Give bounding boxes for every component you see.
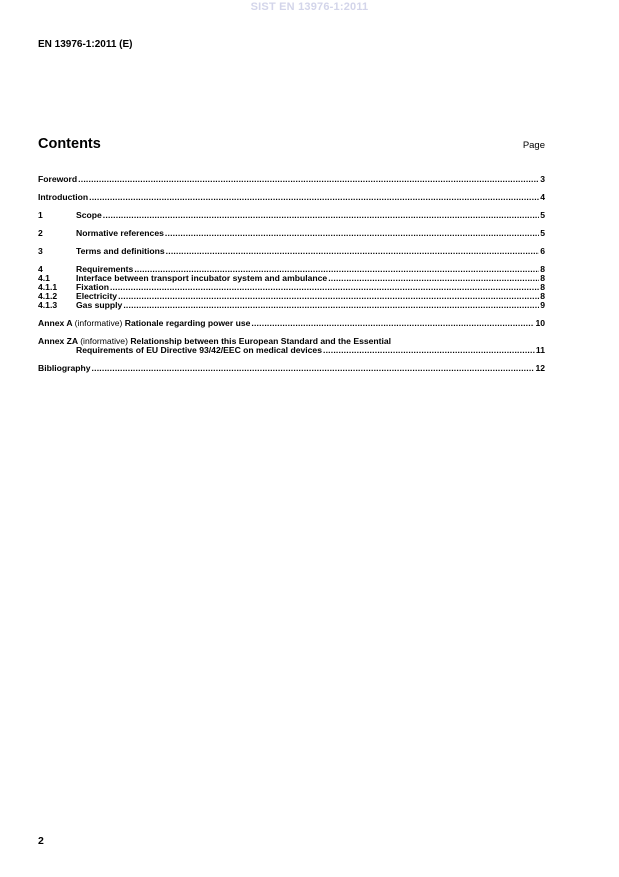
toc-entry-title: Electricity — [76, 291, 118, 301]
toc-leader-dots — [110, 283, 539, 292]
toc-entry-page: 8 — [540, 264, 545, 274]
table-of-contents — [38, 175, 545, 373]
toc-entry-title: Fixation — [76, 282, 109, 292]
toc-entry-page: 10 — [535, 318, 545, 328]
toc-leader-dots — [251, 319, 534, 328]
toc-entry-title: Interface between transport incubator system and ambulance — [76, 273, 328, 283]
toc-entry-number: 4.1.3 — [38, 300, 58, 310]
watermark: SIST EN 13976-1:2011 — [250, 1, 369, 13]
toc-entry-page: 8 — [540, 291, 545, 301]
toc-entry-title: Terms and definitions — [76, 246, 165, 256]
toc-entry-number: 4.1.2 — [38, 291, 58, 301]
toc-leader-dots — [166, 247, 540, 256]
contents-heading: Contents — [38, 136, 101, 152]
toc-entry-page: 8 — [540, 273, 545, 283]
toc-entry-interface[interactable] — [38, 274, 545, 283]
toc-entry-scope[interactable] — [38, 211, 545, 220]
page-column-label: Page — [522, 140, 545, 151]
toc-entry-page: 6 — [540, 246, 545, 256]
toc-entry-title: Gas supply — [76, 300, 123, 310]
toc-entry-title — [38, 319, 250, 328]
annex-label: Annex A — [38, 318, 73, 328]
annex-label: Annex ZA — [38, 336, 78, 346]
toc-entry-title: Introduction — [38, 192, 89, 202]
document-id: EN 13976-1:2011 (E) — [38, 39, 133, 50]
toc-leader-dots — [78, 175, 539, 184]
toc-leader-dots — [328, 274, 539, 283]
toc-entry-number: 1 — [38, 210, 43, 220]
toc-entry-annex-za[interactable] — [38, 337, 545, 355]
toc-leader-dots — [165, 229, 539, 238]
toc-entry-title: Requirements — [76, 264, 134, 274]
toc-leader-dots — [89, 193, 539, 202]
toc-entry-page: 5 — [540, 228, 545, 238]
toc-leader-dots — [92, 364, 535, 373]
toc-entry-page: 12 — [535, 363, 545, 373]
toc-entry-page: 5 — [540, 210, 545, 220]
annex-title: Rationale regarding power use — [124, 318, 251, 328]
page-number: 2 — [38, 835, 44, 847]
toc-entry-number: 2 — [38, 228, 43, 238]
toc-entry-number: 4.1 — [38, 273, 50, 283]
toc-entry-foreword[interactable] — [38, 175, 545, 184]
annex-title-line1: Relationship between this European Standard and the Essential — [130, 336, 392, 346]
toc-leader-dots — [103, 211, 539, 220]
toc-entry-gas-supply[interactable] — [38, 301, 545, 310]
toc-entry-normative-references[interactable] — [38, 229, 545, 238]
toc-entry-title: Scope — [76, 210, 102, 220]
toc-entry-annex-a[interactable] — [38, 319, 545, 328]
toc-entry-number: 4.1.1 — [38, 282, 58, 292]
toc-entry-page: 4 — [540, 192, 545, 202]
toc-entry-introduction[interactable] — [38, 193, 545, 202]
toc-entry-title: Foreword — [38, 174, 78, 184]
annex-informative: (informative) — [74, 318, 123, 328]
toc-entry-terms-and-definitions[interactable] — [38, 247, 545, 256]
toc-entry-page: 8 — [540, 282, 545, 292]
toc-leader-dots — [323, 346, 535, 355]
toc-entry-page: 9 — [540, 300, 545, 310]
toc-leader-dots — [118, 292, 539, 301]
toc-entry-title: Normative references — [76, 228, 164, 238]
toc-entry-number: 3 — [38, 246, 43, 256]
toc-entry-title: Bibliography — [38, 363, 91, 373]
toc-entry-page: 11 — [535, 345, 545, 355]
toc-entry-page: 3 — [540, 174, 545, 184]
toc-leader-dots — [123, 301, 539, 310]
toc-entry-number: 4 — [38, 264, 43, 274]
toc-entry-bibliography[interactable] — [38, 364, 545, 373]
annex-title-line2: Requirements of EU Directive 93/42/EEC on medical devices — [76, 345, 322, 355]
annex-informative: (informative) — [80, 336, 128, 346]
